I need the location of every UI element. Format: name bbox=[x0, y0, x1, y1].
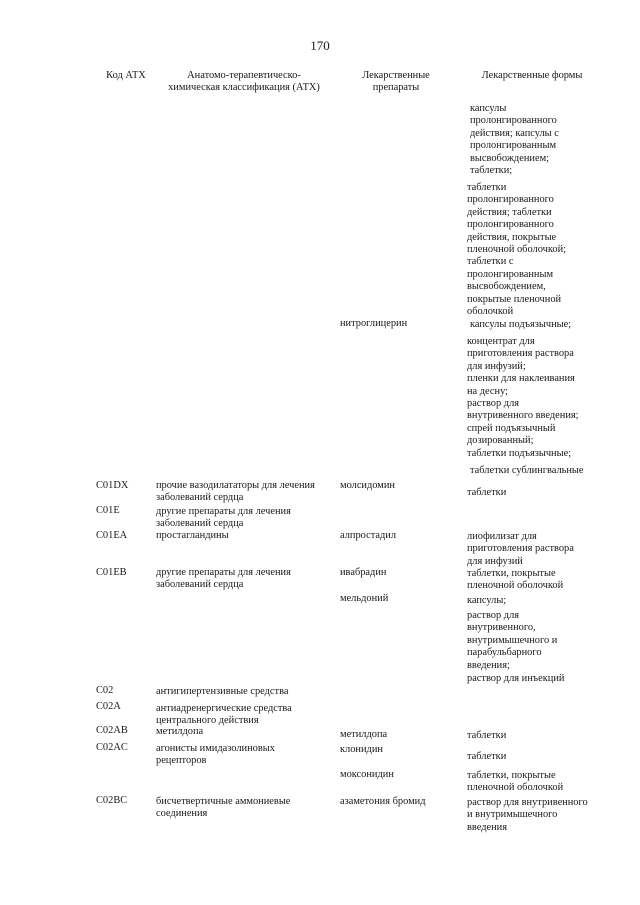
form-cell: капсулы подъязычные; bbox=[470, 319, 572, 330]
class-cell: антигипертензивные средства bbox=[156, 686, 289, 697]
class-cell: простагландины bbox=[156, 530, 229, 541]
drug-cell: молсидомин bbox=[340, 480, 395, 491]
drug-cell: алпростадил bbox=[340, 530, 397, 541]
form-cell: таблетки сублингвальные bbox=[470, 465, 584, 476]
form-cell: таблетки, покрытые пленочной оболочкой bbox=[467, 770, 564, 794]
header-forms: Лекарственные формы bbox=[481, 70, 583, 81]
class-cell: бисчетвертичные аммониевые соединения bbox=[156, 796, 291, 820]
code-cell: C02AC bbox=[96, 742, 128, 753]
header-classification: Анатомо-терапевтическо- химическая классификация (АТХ) bbox=[168, 70, 320, 94]
form-cell: раствор для внутривенного и внутримышечного введения bbox=[467, 797, 588, 833]
form-cell: раствор для инъекций bbox=[467, 673, 565, 684]
drug-cell: азаметония бромид bbox=[340, 796, 426, 807]
header-code: Код АТХ bbox=[106, 70, 146, 81]
class-cell: антиадренергические средства центрального действия bbox=[156, 703, 292, 727]
form-cell: концентрат для приготовления раствора для инфузий; пленки для наклеивания на десну; раствор для внутривенного введения; спрей подъязычный дозированный; таблетки подъязычные; bbox=[467, 336, 579, 459]
code-cell: C02 bbox=[96, 685, 114, 696]
form-cell: капсулы; bbox=[467, 595, 507, 606]
class-cell: агонисты имидазолиновых рецепторов bbox=[156, 743, 275, 767]
drug-cell: клонидин bbox=[340, 744, 383, 755]
code-cell: C02A bbox=[96, 701, 121, 712]
form-cell: раствор для внутривенного, внутримышечного и парабульбарного введения; bbox=[467, 610, 558, 671]
code-cell: C01DX bbox=[96, 480, 129, 491]
code-cell: C02AB bbox=[96, 725, 128, 736]
code-cell: C01EB bbox=[96, 567, 127, 578]
form-cell: таблетки пролонгированного действия; таблетки пролонгированного действия, покрытые пленочной оболочкой; таблетки с пролонгированным высвобождением, покрытые пленочной оболочкой bbox=[467, 182, 567, 318]
code-cell: C02BC bbox=[96, 795, 128, 806]
header-drugs: Лекарственные препараты bbox=[362, 70, 430, 94]
class-cell: другие препараты для лечения заболеваний сердца bbox=[156, 567, 291, 591]
form-cell: таблетки bbox=[467, 730, 507, 741]
form-cell: таблетки bbox=[467, 487, 507, 498]
code-cell: C01E bbox=[96, 505, 120, 516]
drug-cell: мельдоний bbox=[340, 593, 389, 604]
drug-cell: ивабрадин bbox=[340, 567, 387, 578]
class-cell: метилдопа bbox=[156, 726, 204, 737]
drug-cell: моксонидин bbox=[340, 769, 394, 780]
drug-cell: нитроглицерин bbox=[340, 318, 408, 329]
form-cell: лиофилизат для приготовления раствора для инфузий bbox=[467, 531, 574, 567]
form-cell: таблетки, покрытые пленочной оболочкой bbox=[467, 568, 564, 592]
page-number: 170 bbox=[310, 38, 330, 53]
class-cell: прочие вазодилататоры для лечения заболеваний сердца bbox=[156, 480, 315, 504]
class-cell: другие препараты для лечения заболеваний сердца bbox=[156, 506, 291, 530]
form-cell: таблетки bbox=[467, 751, 507, 762]
form-cell: капсулы пролонгированного действия; капсулы с пролонгированным высвобождением; таблетки; bbox=[470, 103, 559, 177]
code-cell: C01EA bbox=[96, 530, 128, 541]
drug-cell: метилдопа bbox=[340, 729, 388, 740]
